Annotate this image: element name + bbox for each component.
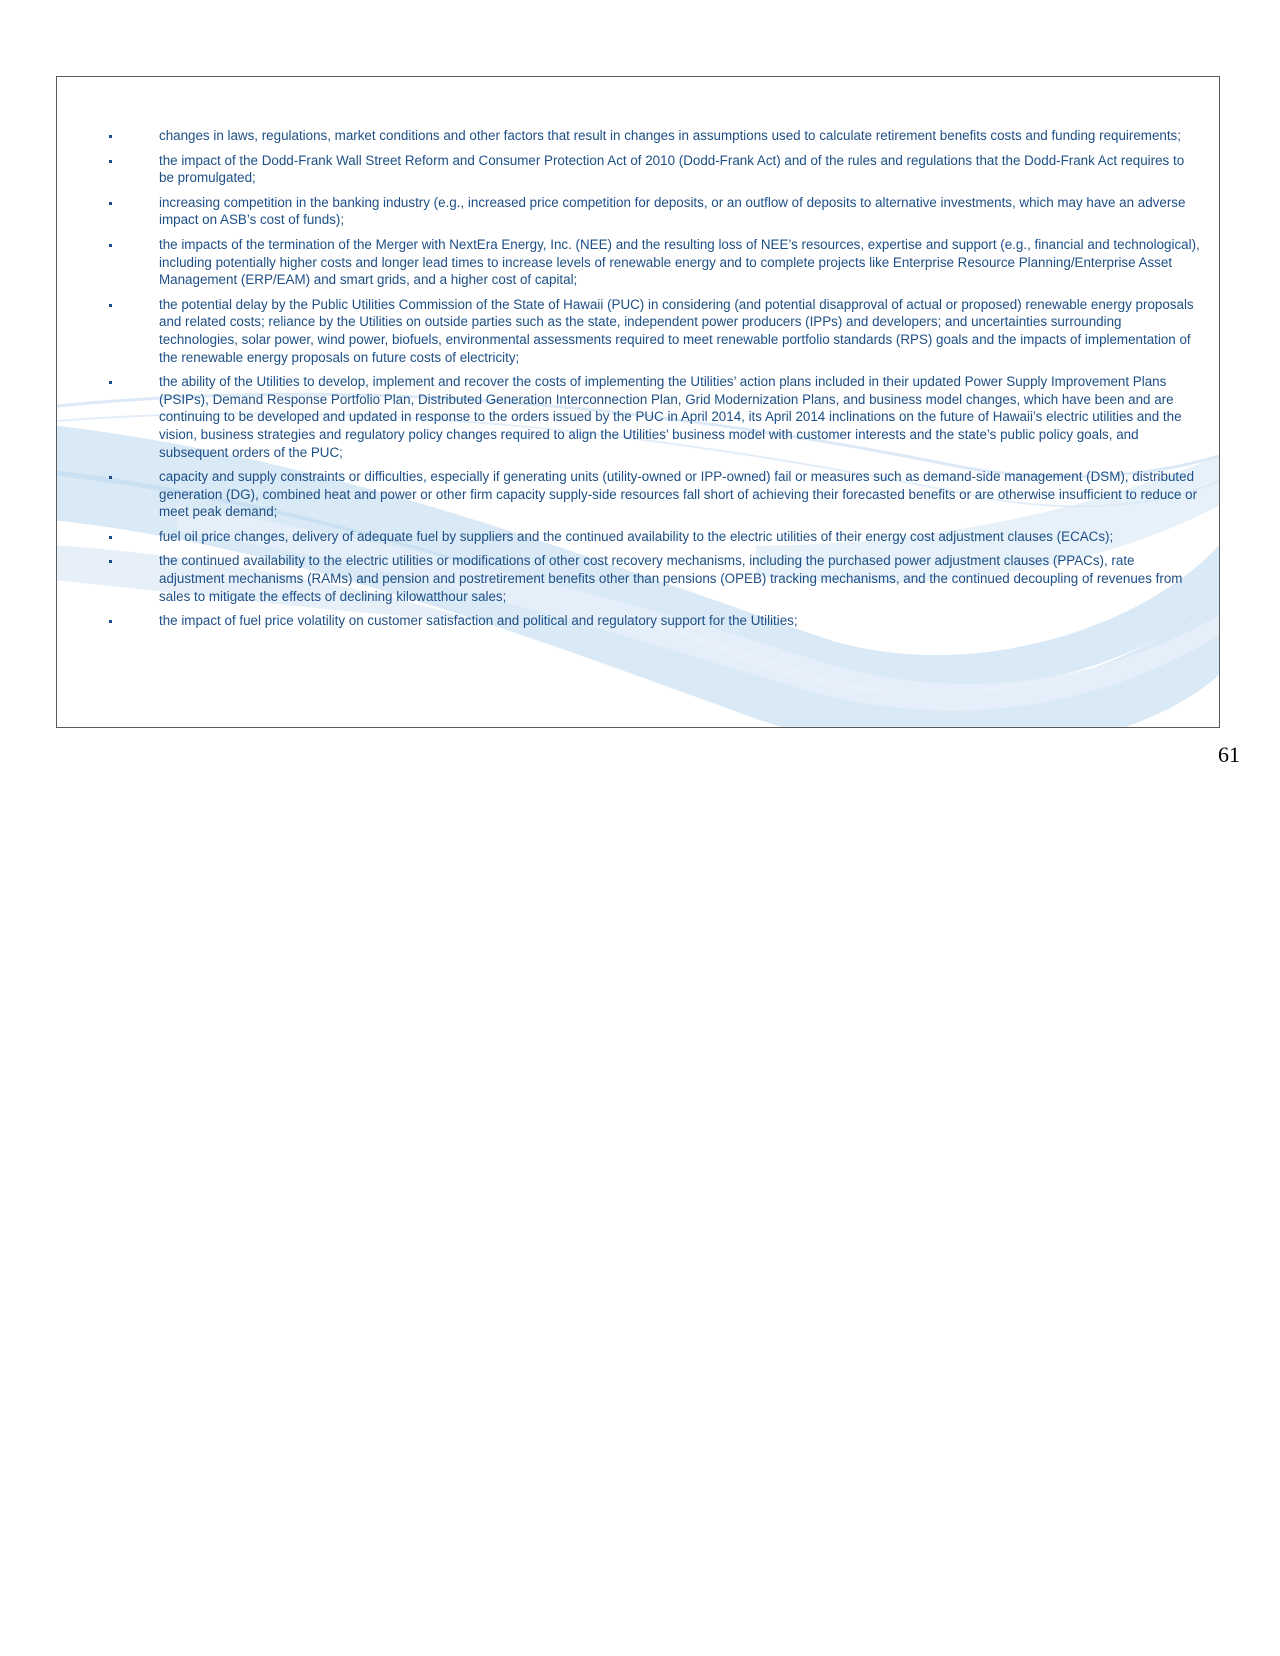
list-item — [101, 296, 1201, 366]
bullet-marker — [109, 620, 112, 623]
bullet-text: the continued availability to the electric utilities or modifications of other cost recovery mechanisms, including the purchased power adjustment clauses (PPACs), rate adjustment mechanisms (RAMs) and pension and postretirement benefits other than pensions (OPEB) tracking mechanisms, and the continued decoupling of revenues from sales to mitigate the effects of declining kilowatthour sales; — [159, 553, 1183, 604]
bullet-text: capacity and supply constraints or difficulties, especially if generating units (utility-owned or IPP-owned) fail or measures such as demand-side management (DSM), distributed generation (DG), combined heat and power or other firm capacity supply-side resources fall short of achieving their forecasted benefits or are otherwise insufficient to reduce or meet peak demand; — [159, 469, 1198, 520]
bullet-text: the impact of the Dodd-Frank Wall Street Reform and Consumer Protection Act of 2010 (Dodd-Frank Act) and of the rules and regulations that the Dodd-Frank Act requires to be promulgated; — [159, 152, 1185, 186]
bullet-marker — [109, 476, 112, 479]
bullet-marker — [109, 304, 112, 307]
list-item — [101, 236, 1201, 289]
list-item — [101, 152, 1201, 187]
list-item — [101, 127, 1201, 145]
list-item — [101, 468, 1201, 521]
list-item — [101, 552, 1201, 605]
bullet-marker — [109, 536, 112, 539]
bullet-text: the ability of the Utilities to develop, implement and recover the costs of implementing the Utilities’ action plans included in their updated Power Supply Improvement Plans (PSIPs), Demand Response Portfolio Plan, Distributed Generation Interconnection Plan, Grid Modernization Plans, and business model changes, which have been and are continuing to be developed and updated in response to the orders issued by the PUC in April 2014, its April 2014 inclinations on the future of Hawaii’s electric utilities and the vision, business strategies and regulatory policy changes required to align the Utilities’ business model with customer interests and the state’s public policy goals, and subsequent orders of the PUC; — [159, 374, 1182, 460]
slide-frame — [56, 76, 1220, 728]
bullet-marker — [109, 160, 112, 163]
bullet-marker — [109, 560, 112, 563]
bullet-text: the impacts of the termination of the Merger with NextEra Energy, Inc. (NEE) and the resulting loss of NEE’s resources, expertise and support (e.g., financial and technological), including potentially higher costs and longer lead times to increase levels of renewable energy and to complete projects like Enterprise Resource Planning/Enterprise Asset Management (ERP/EAM) and smart grids, and a higher cost of capital; — [159, 236, 1200, 288]
page-number: 61 — [1218, 742, 1240, 767]
bullet-text: increasing competition in the banking industry (e.g., increased price competition for deposits, or an outflow of deposits to alternative investments, which may have an adverse impact on ASB’s cost of funds); — [159, 194, 1186, 228]
bullet-text: changes in laws, regulations, market conditions and other factors that result in changes in assumptions used to calculate retirement benefits costs and funding requirements; — [159, 128, 1181, 143]
list-item — [101, 612, 1201, 630]
bullet-list — [101, 127, 1201, 637]
bullet-text: the potential delay by the Public Utilities Commission of the State of Hawaii (PUC) in considering (and potential disapproval of actual or proposed) renewable energy proposals and related costs; reliance by the Utilities on outside parties such as the state, independent power producers (IPPs) and developers; and uncertainties surrounding technologies, solar power, wind power, biofuels, environmental assessments required to meet renewable portfolio standards (RPS) goals and the impacts of implementation of the renewable energy proposals on future costs of electricity; — [159, 296, 1194, 365]
list-item — [101, 373, 1201, 461]
bullet-text: fuel oil price changes, delivery of adequate fuel by suppliers and the continued availability to the electric utilities of their energy cost adjustment clauses (ECACs); — [159, 528, 1114, 544]
bullet-marker — [109, 381, 112, 384]
list-item — [101, 194, 1201, 229]
list-item — [101, 528, 1201, 546]
bullet-text: the impact of fuel price volatility on customer satisfaction and political and regulatory support for the Utilities; — [159, 613, 798, 629]
bullet-marker — [109, 202, 112, 205]
bullet-marker — [109, 244, 112, 247]
bullet-marker — [109, 135, 112, 138]
